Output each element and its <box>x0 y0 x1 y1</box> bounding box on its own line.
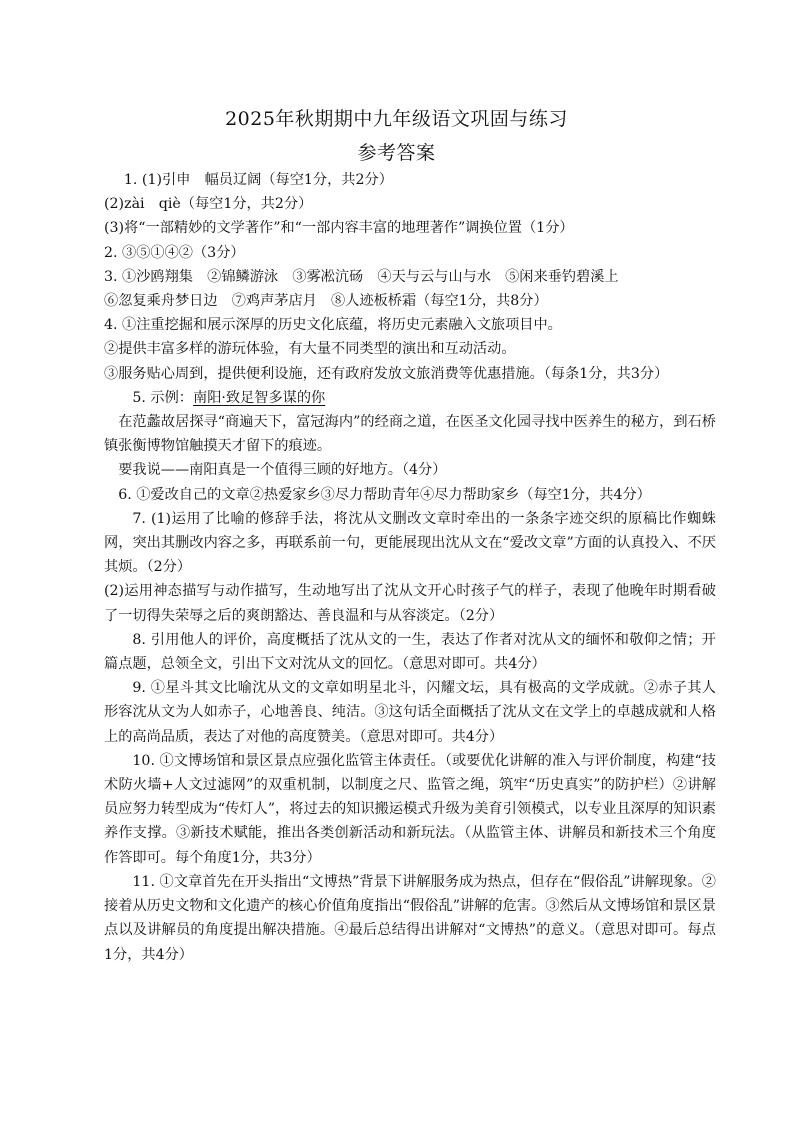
answer-3-line-1: 3. ①沙鸥翔集 ②锦鳞游泳 ③雾凇沆砀 ④天与云与山与水 ⑤闲来垂钓碧溪上 <box>104 268 619 285</box>
answer-4-item-2: ②提供丰富多样的游玩体验，有大量不同类型的演出和互动活动。 <box>104 341 516 358</box>
answer-1-part-1: 1. (1)引申 幅员辽阔（每空1分，共2分） <box>123 172 393 188</box>
answer-5-heading <box>104 386 716 410</box>
answer-5-ending: 要我说——南阳真是一个值得三顾的好地方。（4分） <box>118 462 447 479</box>
page-title: 2025年秋期期中九年级语文巩固与练习 <box>225 108 568 130</box>
page-subtitle: 参考答案 <box>357 142 436 164</box>
answer-5-body: 在范蠡故居探寻“商遍天下，富冠海内”的经商之道，在医圣文化园寻找中医养生的秘方，到石桥镇张衡博物馆触摸天才留下的痕迹。 <box>104 414 716 455</box>
answer-7-part-1: 7. (1)运用了比喻的修辞手法，将沈从文删改文章时牵出的一条条字迹交织的原稿比作蜘蛛网，突出其删改内容之多，再联系前一句，更能展现出沈从文在“爱改文章”方面的认真投入、不厌其烦。（2分） <box>104 510 716 576</box>
answer-5-title: 南阳·致足智多谋的你 <box>193 389 326 406</box>
answer-5-label: 5. 示例： <box>132 389 193 406</box>
answer-4-item-3: ③服务贴心周到，提供便利设施，还有政府发放文旅消费等优惠措施。（每条1分，共3分） <box>104 365 669 382</box>
answer-1-part-2: (2)zài qiè（每空1分，共2分） <box>104 196 313 213</box>
answer-11: 11. ①文章首先在开头指出“文博热”背景下讲解服务成为热点，但存在“假俗乱”讲解现象。②接着从历史文物和文化遗产的核心价值角度指出“假俗乱”讲解的危害。③然后从文博场馆和景区景点以及讲解员的角度提出解决措施。④最后总结得出讲解对“文博热”的意义。（意思对即可。每点1分，共4分） <box>104 873 716 963</box>
answer-10: 10. ①文博场馆和景区景点应强化监管主体责任。（或要优化讲解的准入与评价制度，构建“技术防火墙+人文过滤网”的双重机制，以制度之尺、监管之绳，筑牢“历史真实”的防护栏）②讲解员应努力转型成为“传灯人”，将过去的知识搬运模式升级为美育引领模式，以专业且深厚的知识素养作支撑。③新技术赋能，推出各类创新活动和新玩法。（从监管主体、讲解员和新技术三个角度作答即可。每个角度1分，共3分） <box>104 752 716 866</box>
answer-1-part-3: (3)将“一部精妙的文学著作”和“一部内容丰富的地理著作”调换位置（1分） <box>104 220 574 237</box>
answer-6: 6. ①爱改自己的文章②热爱家乡③尽力帮助青年④尽力帮助家乡（每空1分，共4分） <box>118 486 651 503</box>
answer-7-part-2: (2)运用神态描写与动作描写，生动地写出了沈从文开心时孩子气的样子，表现了他晚年时期看破了一切得失荣辱之后的爽朗豁达、善良温和与从容淡定。（2分） <box>104 583 716 624</box>
answer-3-line-2: ⑥忽复乘舟梦日边 ⑦鸡声茅店月 ⑧人迹板桥霜（每空1分，共8分） <box>104 293 548 310</box>
answer-4-item-1: 4. ①注重挖掘和展示深厚的历史文化底蕴，将历史元素融入文旅项目中。 <box>104 317 562 334</box>
answer-8: 8. 引用他人的评价，高度概括了沈从文的一生，表达了作者对沈从文的缅怀和敬仰之情；开篇点题，总领全文，引出下文对沈从文的回忆。（意思对即可。共4分） <box>104 631 716 673</box>
answer-9: 9. ①星斗其文比喻沈从文的文章如明星北斗，闪耀文坛，具有极高的文学成就。②赤子其人形容沈从文为人如赤子，心地善良、纯洁。③这句话全面概括了沈从文在文学上的卓越成就和人格上的高尚品质，表达了对他的高度赞美。（意思对即可。共4分） <box>104 680 716 745</box>
answer-2: 2. ③⑤①④②（3分） <box>104 244 245 261</box>
answer-content <box>104 168 716 967</box>
